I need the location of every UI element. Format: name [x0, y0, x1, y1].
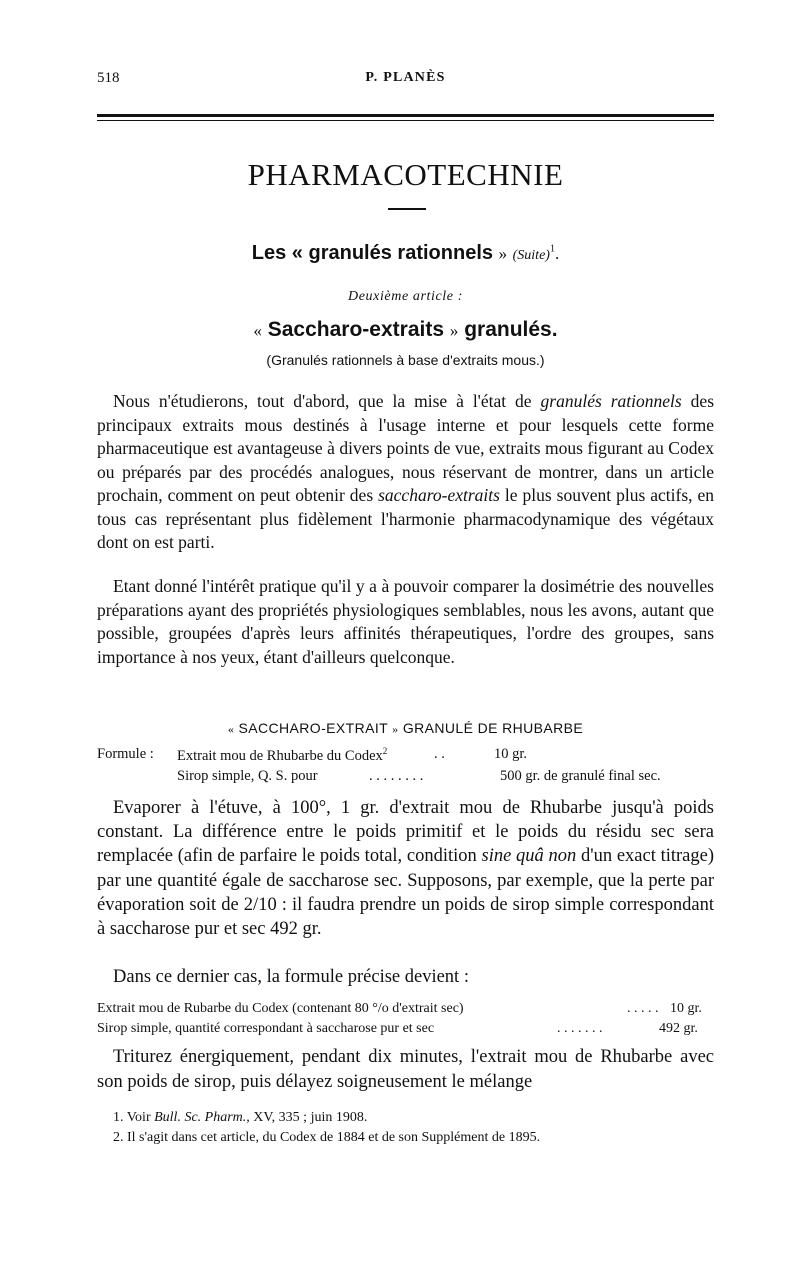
paragraph-intro-em2: saccharo-extraits	[378, 485, 500, 505]
page-header	[97, 70, 714, 94]
formula-dots-2: . . . . . . . .	[369, 768, 424, 784]
recipe-line-2	[97, 1021, 714, 1041]
footnote-1	[113, 1110, 713, 1126]
recipe-dots-1: . . . . .	[627, 1001, 659, 1016]
footnote-1-text-a: Voir	[126, 1110, 155, 1125]
paragraph-evaporation-a: Evaporer à l'étuve, à 100°, 1 gr. d'extrait mou de Rhubarbe jusqu'à poids constant. La différence entre le poids primitif et le poids du résidu sec sera remplacée (afin de parfaire le poids total, condition	[97, 798, 714, 867]
paragraph-evaporation-em: sine quâ non	[481, 846, 577, 867]
formula-line-2	[97, 768, 714, 788]
recipe-qty-2: 492 gr.	[659, 1021, 698, 1036]
header-rule-thin	[97, 120, 714, 121]
page-number: 518	[97, 70, 120, 86]
heading-open-quote: «	[253, 321, 262, 340]
title-divider	[388, 208, 426, 210]
formula-qty-2: 500 gr. de granulé final sec.	[500, 768, 661, 784]
formula-heading-rest: GRANULÉ DE RHUBARBE	[402, 720, 584, 736]
article-title-text: granulés rationnels	[308, 242, 493, 264]
paragraph-intro-em1: granulés rationnels	[540, 391, 682, 411]
article-subtitle: Deuxième article :	[348, 289, 463, 304]
formula-line-1	[97, 746, 714, 766]
paragraph-intro-a: Nous n'étudierons, tout d'abord, que la mise à l'état de	[113, 391, 541, 411]
paragraph-trituration: Triturez énergiquement, pendant dix minutes, l'extrait mou de Rhubarbe avec son poids de sirop, puis délayez soigneusement le mélange	[97, 1047, 714, 1092]
formula-label: Formule :	[97, 746, 154, 762]
recipe-dots-2: . . . . . . .	[557, 1021, 603, 1036]
article-open-quote: Les «	[251, 242, 303, 264]
heading-close-quote: »	[449, 321, 459, 340]
heading-name: Saccharo-extraits	[267, 318, 445, 341]
recipe-ingredient-1: Extrait mou de Rubarbe du Codex (contenant 80 °/o d'extrait sec)	[97, 1001, 464, 1016]
header-rule-thick	[97, 114, 714, 117]
recipe-line-1	[97, 1001, 714, 1021]
recipe-qty-1: 10 gr.	[670, 1001, 702, 1016]
paragraph-evaporation-c: d'un exact titrage) par une quantité égale de saccharose sec. Supposons, par exemple, que la perte par évaporation soit de 2/10 : il faudra prendre un poids de sirop simple correspondant à saccharose pur et sec 492 gr.	[97, 846, 714, 940]
article-title	[97, 242, 714, 265]
footnote-2-text: Il s'agit dans cet article, du Codex de 1884 et de son Supplément de 1895.	[127, 1130, 541, 1145]
footnote-1-number: 1.	[113, 1110, 124, 1125]
footnote-1-text-c: , XV, 335 ; juin 1908.	[246, 1110, 368, 1125]
article-title-end: .	[554, 244, 560, 263]
formula-close-quote: »	[392, 722, 399, 736]
footnote-2-number: 2.	[113, 1130, 124, 1145]
formula-ingredient-1-text: Extrait mou de Rhubarbe du Codex	[177, 747, 383, 764]
article-suite: (Suite)	[512, 248, 550, 263]
formula-qty-1: 10 gr.	[494, 746, 528, 762]
formula-heading-text: SACCHARO-EXTRAIT	[238, 720, 388, 736]
paragraph-intro-e: le plus souvent plus actifs, en tous cas représentant plus fidèlement l'harmonie pharmacodynamique des végétaux dont on est parti.	[97, 485, 714, 552]
formula-open-quote: «	[227, 722, 235, 736]
formula-ingredient-1	[177, 746, 387, 765]
paragraph-intro	[97, 390, 714, 555]
sub-heading	[97, 318, 714, 342]
formula-heading	[97, 720, 714, 737]
footnote-2	[113, 1130, 713, 1146]
paragraph-evaporation	[97, 796, 714, 941]
article-close-quote: »	[498, 244, 508, 263]
paragraph-intro-c: des principaux extraits mous destinés à l'usage interne et pour lesquels cette forme pharmaceutique est avantageuse à divers points de vue, extraits mous figurant au Codex ou préparés par des procédés analogues, nous réservant de montrer, dans un article prochain, comment on peut obtenir des	[97, 391, 715, 505]
recipe-ingredient-2: Sirop simple, quantité correspondant à saccharose pur et sec	[97, 1021, 435, 1036]
formula-ingredient-2: Sirop simple, Q. S. pour	[177, 768, 318, 784]
footnote-ref-1: 1	[549, 243, 555, 255]
heading-rest: granulés.	[464, 318, 558, 341]
paragraph-grouping: Etant donné l'intérêt pratique qu'il y a à pouvoir comparer la dosimétrie des nouvelles préparations ayant des propriétés physiologiques semblables, nous les avons, autant que possible, groupées d'après leurs affinités thérapeutiques, l'ordre des groupes, sans importance à nos yeux, étant d'ailleurs quelconque.	[97, 576, 714, 667]
footnote-1-journal: Bull. Sc. Pharm.	[154, 1110, 247, 1125]
footnote-ref-2: 2	[382, 746, 388, 756]
section-title: PHARMACOTECHNIE	[247, 157, 564, 192]
paragraph-formula-intro: Dans ce dernier cas, la formule précise devient :	[113, 967, 469, 987]
formula-dots-1: . .	[434, 746, 445, 762]
running-head-author: P. PLANÈS	[365, 70, 446, 85]
parenthetical-note: (Granulés rationnels à base d'extraits mous.)	[266, 352, 545, 368]
